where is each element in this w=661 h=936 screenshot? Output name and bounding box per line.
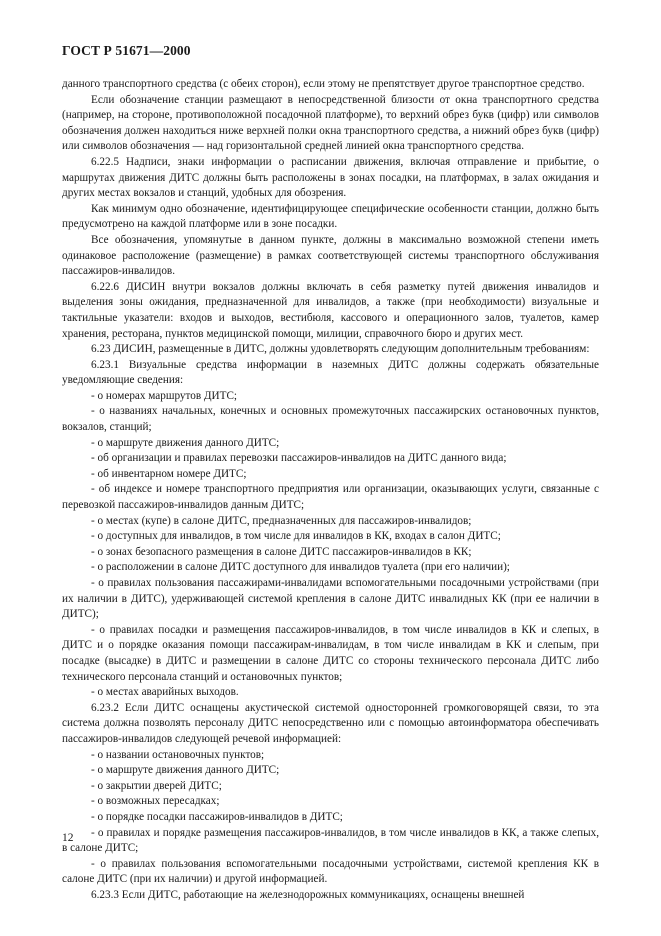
paragraph: - о зонах безопасного размещения в салоне ДИТС пассажиров-инвалидов в КК;: [91, 545, 472, 558]
paragraph: данного транспортного средства (с обеих сторон), если этому не препятствует другое транспортное средство.: [62, 78, 585, 90]
paragraph: - о правилах пользования вспомогательными посадочными устройствами, системой крепления КК в салоне ДИТС (при их наличии) и другой информацией.: [62, 857, 599, 886]
paragraph: - о правилах и порядке размещения пассажиров-инвалидов, в том числе инвалидов в КК, а также слепых, в салоне ДИТС;: [62, 826, 599, 855]
paragraph: - о названиях начальных, конечных и основных промежуточных пассажирских остановочных пунктов, вокзалов, станций;: [62, 405, 599, 434]
paragraph: - о расположении в салоне ДИТС доступного для инвалидов туалета (при его наличии);: [91, 561, 510, 574]
document-header: ГОСТ Р 51671—2000: [62, 43, 191, 58]
paragraph: - об инвентарном номере ДИТС;: [91, 467, 247, 480]
paragraph: - о названии остановочных пунктов;: [91, 748, 265, 761]
paragraph: 6.23 ДИСИН, размещенные в ДИТС, должны удовлетворять следующим дополнительным требованиям:: [91, 343, 590, 356]
paragraph: - о местах (купе) в салоне ДИТС, предназначенных для пассажиров-инвалидов;: [91, 514, 472, 527]
paragraph: - о маршруте движения данного ДИТС;: [91, 764, 280, 777]
paragraph: 6.22.6 ДИСИН внутри вокзалов должны включать в себя разметку путей движения инвалидов и выделения зоны ожидания, предназначенной для инвалидов, а также (при необходимости) визуальные и тактильные указатели: входов и выходов, вестибюля, кассового и операционного залов, туалетов, камер хранения, ресторана, пунктов медицинской помощи, милиции, справочного бюро и других мест.: [62, 280, 599, 340]
paragraph: - о возможных пересадках;: [91, 795, 220, 808]
paragraph: Как минимум одно обозначение, идентифицирующее специфические особенности станции, должно быть предусмотрено на каждой платформе или в зоне посадки.: [62, 202, 599, 231]
paragraph: - о местах аварийных выходов.: [91, 686, 239, 699]
paragraph: 6.22.5 Надписи, знаки информации о расписании движения, включая отправление и прибытие, о маршрутах движения ДИТС должны быть расположены в зонах посадки, на платформах, в залах ожидания и других местах вокзалов и станций, удобных для обозрения.: [62, 155, 599, 200]
document-body: [62, 77, 599, 903]
paragraph: - об индексе и номере транспортного предприятия или организации, оказывающих услуги, связанные с перевозкой пассажиров-инвалидов данным ДИТС;: [62, 483, 599, 512]
paragraph: - о порядке посадки пассажиров-инвалидов в ДИТС;: [91, 810, 343, 823]
paragraph: - о закрытии дверей ДИТС;: [91, 779, 222, 792]
paragraph: Если обозначение станции размещают в непосредственной близости от окна транспортного средства (например, на стороне, противоположной посадочной платформе), то верхний обрез букв (цифр) или символов обозначения должен находиться ниже верхней полки окна транспортного средства, а нижний обрез букв (цифр) или символов обозначения — над горизонтальной средней линией окна транспортного средства.: [62, 93, 599, 153]
paragraph: 6.23.2 Если ДИТС оснащены акустической системой односторонней громкоговорящей связи, то эта система должна позволять персоналу ДИТС непосредственно или с помощью автоинформатора обеспечивать пассажиров-инвалидов следующей речевой информацией:: [62, 701, 599, 745]
page-number: 12: [62, 832, 74, 844]
paragraph: - о правилах посадки и размещения пассажиров-инвалидов, в том числе инвалидов в КК и слепых, в ДИТС и о порядке оказания помощи пассажирам-инвалидам, в том числе инвалидам в КК и слепым, при посадке (высадке) в ДИТС и размещении в салоне ДИТС со стороны технического персонала ДИТС либо технического персонала станций и остановочных пунктов;: [62, 623, 599, 683]
paragraph: 6.23.3 Если ДИТС, работающие на железнодорожных коммуникациях, оснащены внешней: [91, 888, 525, 901]
paragraph: Все обозначения, упомянутые в данном пункте, должны в максимально возможной степени иметь одинаковое расположение (размещение) в рамках соответствующей системы транспортного обслуживания пассажиров-инвалидов.: [62, 233, 599, 278]
paragraph: - о доступных для инвалидов, в том числе для инвалидов в КК, входах в салон ДИТС;: [91, 530, 501, 543]
paragraph: - о маршруте движения данного ДИТС;: [91, 436, 280, 449]
paragraph: - о правилах пользования пассажирами-инвалидами вспомогательными посадочными устройствами (при их наличии в ДИТС), удерживающей системой крепления в салоне ДИТС инвалидных КК (при ее наличии в ДИТС);: [62, 577, 599, 621]
paragraph: 6.23.1 Визуальные средства информации в наземных ДИТС должны содержать обязательные уведомляющие сведения:: [62, 358, 599, 387]
paragraph: - об организации и правилах перевозки пассажиров-инвалидов на ДИТС данного вида;: [91, 452, 507, 465]
paragraph: - о номерах маршрутов ДИТС;: [91, 389, 238, 402]
